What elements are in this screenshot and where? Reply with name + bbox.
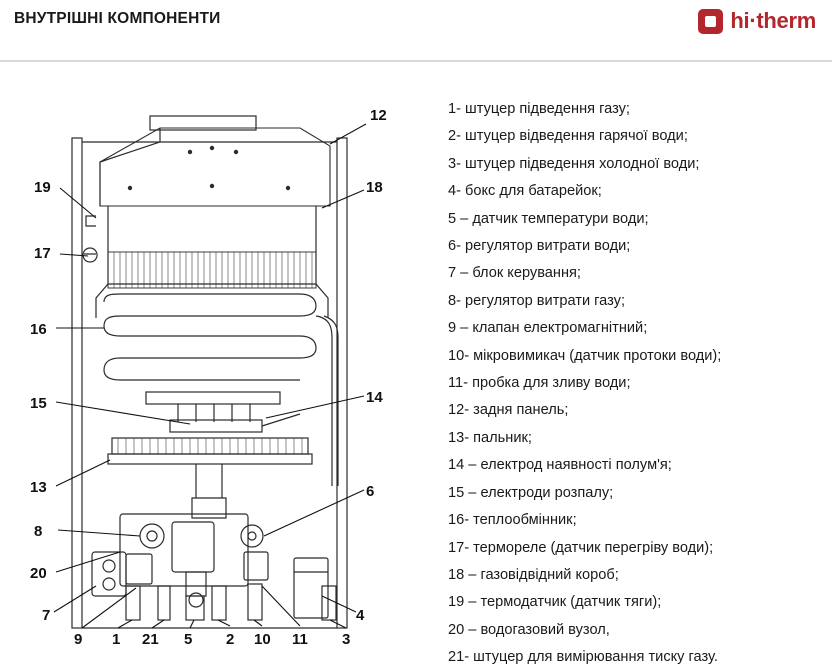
flame-electrode-lead	[262, 414, 300, 426]
battery-box	[294, 558, 328, 618]
flue-hood	[108, 206, 316, 284]
thermo-relay	[83, 248, 97, 262]
valve-body	[172, 522, 214, 572]
gas-riser	[196, 464, 222, 498]
legend-item: 17- термореле (датчик перегріву води);	[448, 539, 714, 556]
callout-12: 12	[370, 107, 387, 124]
legend-item: 13- пальник;	[448, 429, 532, 446]
callout-7: 7	[42, 607, 51, 624]
chassis-left-rail	[72, 138, 82, 628]
appliance-diagram-svg	[0, 66, 440, 661]
legend-item: 16- теплообмінник;	[448, 512, 577, 529]
exchanger-fins-top	[108, 252, 316, 288]
callout-21: 21	[142, 631, 159, 648]
legend-item: 9 – клапан електромагнітний;	[448, 320, 648, 337]
back-panel	[100, 128, 330, 206]
legend-item: 11- пробка для зливу води;	[448, 375, 631, 392]
callout-20: 20	[30, 565, 47, 582]
page-header	[0, 0, 832, 62]
legend-item: 12- задня панель;	[448, 402, 569, 419]
legend-item: 5 – датчик температури води;	[448, 210, 649, 227]
legend-item: 10- мікровимикач (датчик протоки води);	[448, 347, 722, 364]
callout-19: 19	[34, 179, 51, 196]
legend-item: 14 – електрод наявності полум'я;	[448, 457, 672, 474]
callout-17: 17	[34, 245, 51, 262]
burner-slots	[118, 438, 302, 454]
header-divider	[0, 60, 832, 62]
gas-riser-neck	[192, 498, 226, 518]
legend-item: 20 – водогазовий вузол,	[448, 621, 610, 638]
callout-14: 14	[366, 389, 383, 406]
callout-3: 3	[342, 631, 351, 648]
draft-sensor	[86, 216, 96, 226]
legend-list	[448, 96, 826, 672]
water-flow-regulator	[241, 525, 263, 547]
legend-item: 21- штуцер для вимірювання тиску газу.	[448, 649, 718, 666]
callout-8: 8	[34, 523, 43, 540]
electrode-pins	[178, 404, 250, 422]
legend-item: 1- штуцер підведення газу;	[448, 101, 630, 117]
legend-item: 15 – електроди розпалу;	[448, 484, 614, 501]
gas-pressure-nipple	[158, 586, 170, 620]
legend-item: 2- штуцер відведення гарячої води;	[448, 128, 688, 145]
cold-water-nipple	[322, 586, 336, 620]
legend-item: 7 – блок керування;	[448, 265, 581, 282]
callout-4: 4	[356, 607, 365, 624]
solenoid-valve	[126, 554, 152, 584]
callout-2: 2	[226, 631, 235, 648]
hot-water-outlet-pipe	[316, 316, 332, 486]
hot-water-nipple	[212, 586, 226, 620]
callout-18: 18	[366, 179, 383, 196]
legend-item: 6- регулятор витрати води;	[448, 238, 631, 255]
page-title: ВНУТРІШНІ КОМПОНЕНТИ	[14, 10, 221, 27]
callout-5: 5	[184, 631, 193, 648]
callout-11: 11	[292, 631, 308, 648]
callout-9: 9	[74, 631, 83, 648]
appliance-diagram	[0, 66, 440, 661]
legend-item: 3- штуцер підведення холодної води;	[448, 155, 700, 172]
callout-number-group	[30, 107, 387, 648]
gas-inlet-nipple	[126, 586, 140, 620]
exchanger-fin-group	[114, 252, 312, 288]
logo-wordmark: hi·therm	[730, 8, 816, 33]
gas-flow-regulator	[140, 524, 164, 548]
callout-13: 13	[30, 479, 47, 496]
legend-item: 8- регулятор витрати газу;	[448, 292, 626, 309]
legend-item: 18 – газовідвідний короб;	[448, 566, 619, 583]
legend-item: 19 – термодатчик (датчик тяги);	[448, 594, 662, 611]
logo-mark-icon	[698, 9, 723, 34]
brand-logo	[698, 8, 816, 34]
callout-6: 6	[366, 483, 375, 500]
legend-item: 4- бокс для батарейок;	[448, 183, 602, 200]
callout-10: 10	[254, 631, 271, 648]
water-gas-unit	[120, 514, 248, 586]
burner-manifold	[108, 454, 312, 464]
callout-15: 15	[30, 395, 47, 412]
burner-body	[112, 438, 308, 454]
drain-plug	[189, 593, 203, 607]
electrode-rail	[146, 392, 280, 404]
electrode-bar	[170, 420, 262, 432]
callout-1: 1	[112, 631, 121, 648]
drain-plug-nipple	[248, 584, 262, 620]
exchanger-coils	[104, 294, 316, 380]
callout-16: 16	[30, 321, 47, 338]
